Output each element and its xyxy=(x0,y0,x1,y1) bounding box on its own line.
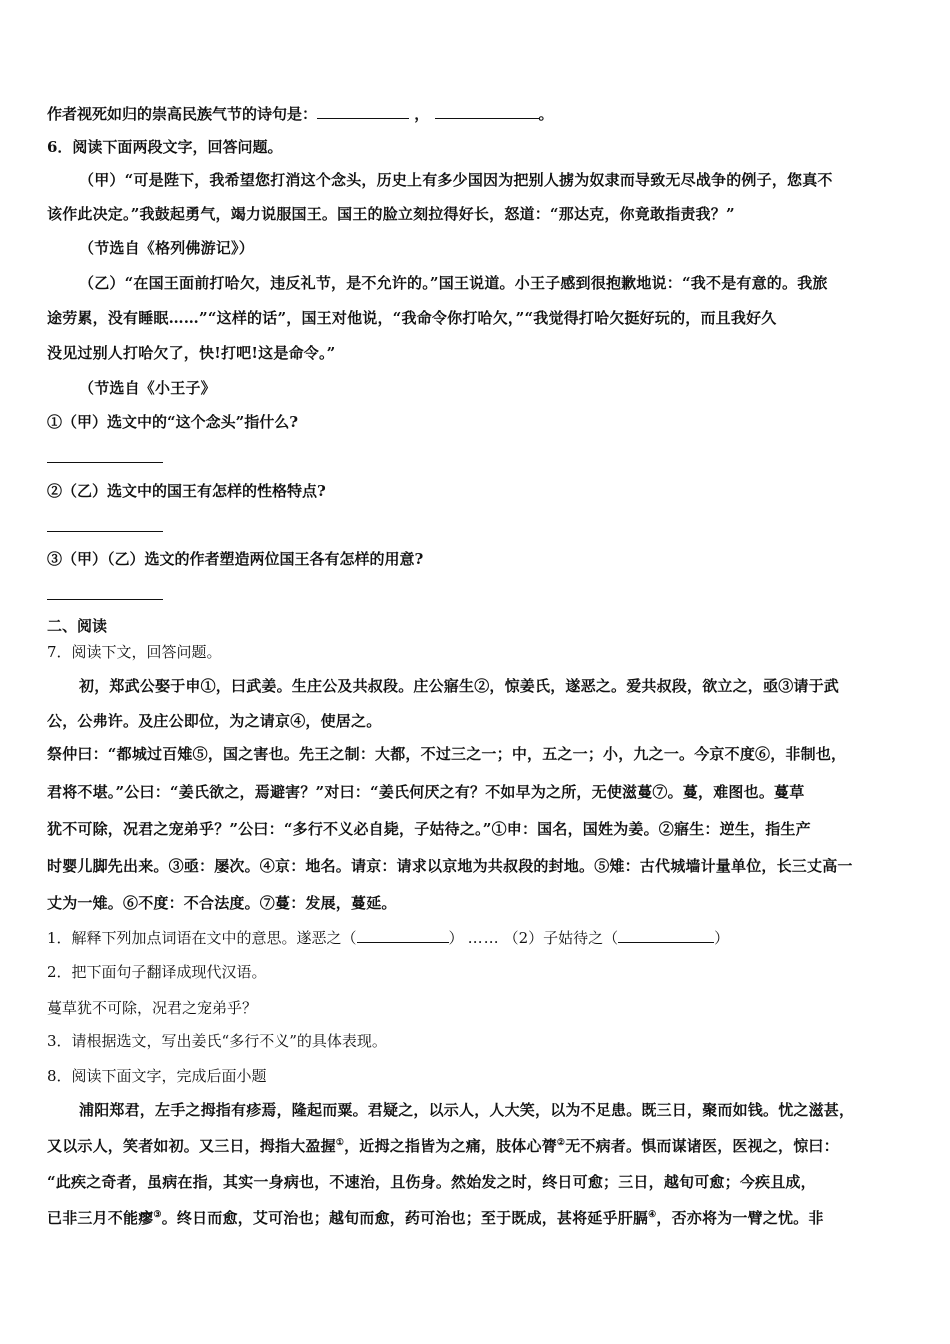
q7-subquestion-3: 3．请根据选文，写出姜氏“多行不义”的具体表现。 xyxy=(47,1032,387,1050)
q8-text: 。终日而愈，艾可治也；越旬而愈，药可治也；至于既成，甚将延乎肝膈 xyxy=(161,1209,649,1227)
q7-passage-line: 丈为一雉。⑥不度：不合法度。⑦蔓：发展，蔓延。 xyxy=(47,894,397,912)
q6-subquestion-1: ①（甲）选文中的“这个念头”指什么? xyxy=(47,413,299,431)
q7-s1-text: （2）子姑待之（ xyxy=(503,929,619,947)
answer-line[interactable] xyxy=(47,462,163,463)
separator: ， xyxy=(414,105,430,123)
answer-blank[interactable] xyxy=(618,926,714,943)
q7-s1-text: 1．解释下列加点词语在文中的意思。遂恶之（ xyxy=(47,929,357,947)
q6-yi-line: 没见过别人打哈欠了，快!打吧!这是命令。” xyxy=(47,344,336,362)
q7-translate-sentence: 蔓草犹不可除，况君之宠弟乎？ xyxy=(47,999,258,1017)
q7-heading: 7．阅读下文，回答问题。 xyxy=(47,643,222,661)
q6-jia-line: 该作此决定。”我鼓起勇气，竭力说服国王。国王的脸立刻拉得好长，怒道：“那达克，你竟敢指责我？” xyxy=(47,205,735,223)
q6-yi-line: 途劳累，没有睡眠……”“这样的话”，国王对他说，“我命令你打哈欠，”“我觉得打哈欠挺好玩的，而且我好久 xyxy=(47,309,777,327)
answer-line[interactable] xyxy=(47,531,163,532)
q8-heading: 8．阅读下面文字，完成后面小题 xyxy=(47,1067,267,1085)
footnote-mark: ② xyxy=(556,1138,566,1148)
answer-line[interactable] xyxy=(47,599,163,600)
section-heading: 二、阅读 xyxy=(47,617,108,635)
q7-passage-line: 君将不堪。”公曰：“姜氏欲之，焉避害？”对曰：“姜氏何厌之有？不如早为之所，无使滋蔓⑦。蔓，难图也。蔓草 xyxy=(47,783,805,801)
q7-s1-text: ） xyxy=(448,929,464,947)
footnote-mark: ④ xyxy=(648,1210,657,1220)
q8-passage-line xyxy=(47,1134,839,1158)
q6-heading: 6．阅读下面两段文字，回答问题。 xyxy=(47,138,283,156)
q8-text: ，否亦将为一臂之忧。非 xyxy=(656,1209,824,1227)
q7-subquestion-2: 2．把下面句子翻译成现代汉语。 xyxy=(47,963,267,981)
q8-passage-line: 浦阳郑君，左手之拇指有疹焉，隆起而粟。君疑之，以示人，人大笑，以为不足患。既三日，聚而如钱。忧之滋甚， xyxy=(79,1101,855,1119)
answer-blank[interactable] xyxy=(435,102,539,119)
q5-answer-line xyxy=(47,102,554,126)
q8-passage-line: “此疾之奇者，虽病在指，其实一身病也，不速治，且伤身。然始发之时，终日可愈；三日，越旬可愈；今疾且成， xyxy=(47,1173,816,1191)
q8-text: 又以示人，笑者如初。又三日，拇指大盈握 xyxy=(47,1137,336,1155)
answer-blank[interactable] xyxy=(357,926,449,943)
q6-subquestion-3: ③（甲）（乙）选文的作者塑造两位国王各有怎样的用意? xyxy=(47,550,424,568)
q8-text: ，近拇之指皆为之痛，肢体心膂 xyxy=(344,1137,557,1155)
q8-passage-line xyxy=(47,1206,824,1230)
footnote-mark: ③ xyxy=(153,1210,162,1220)
q7-passage-line: 时婴儿脚先出来。③亟：屡次。④京：地名。请京：请求以京地为共叔段的封地。⑤雉：古代城墙计量单位，长三丈高一 xyxy=(47,857,853,875)
q7-passage-line: 初，郑武公娶于申①，曰武姜。生庄公及共叔段。庄公寤生②，惊姜氏，遂恶之。爱共叔段，欲立之，亟③请于武 xyxy=(79,677,840,695)
q6-jia-source: （节选自《格列佛游记》） xyxy=(79,239,254,257)
q7-passage-line: 公，公弗许。及庄公即位，为之请京④，使居之。 xyxy=(47,712,382,730)
ellipsis: …… xyxy=(467,929,500,947)
q7-subquestion-1 xyxy=(47,926,729,950)
footnote-mark: ① xyxy=(335,1138,345,1148)
q6-subquestion-2: ②（乙）选文中的国王有怎样的性格特点? xyxy=(47,482,326,500)
q8-text: 已非三月不能瘳 xyxy=(47,1209,154,1227)
answer-blank[interactable] xyxy=(317,102,409,119)
q6-yi-line: （乙）“在国王面前打哈欠，违反礼节，是不允许的。”国王说道。小王子感到很抱歉地说：“我不是有意的。我旅 xyxy=(79,274,828,292)
period: 。 xyxy=(538,105,554,123)
q7-s1-text: ） xyxy=(714,929,730,947)
q7-passage-line: 祭仲曰：“都城过百雉⑤，国之害也。先王之制：大都，不过三之一；中，五之一；小，九之一。今京不度⑥，非制也， xyxy=(47,745,847,763)
q6-yi-source: （节选自《小王子》 xyxy=(79,379,216,397)
q6-jia-line: （甲）“可是陛下，我希望您打消这个念头，历史上有多少国因为把别人掳为奴隶而导致无尽战争的例子，您真不 xyxy=(79,171,833,189)
q5-prompt: 作者视死如归的崇高民族气节的诗句是： xyxy=(47,105,318,123)
q7-passage-line: 犹不可除，况君之宠弟乎？”公曰：“多行不义必自毙，子姑待之。”①申：国名，国姓为姜。②寤生：逆生，指生产 xyxy=(47,820,811,838)
q8-text: 无不病者。惧而谋诸医，医视之，惊曰： xyxy=(565,1137,839,1155)
